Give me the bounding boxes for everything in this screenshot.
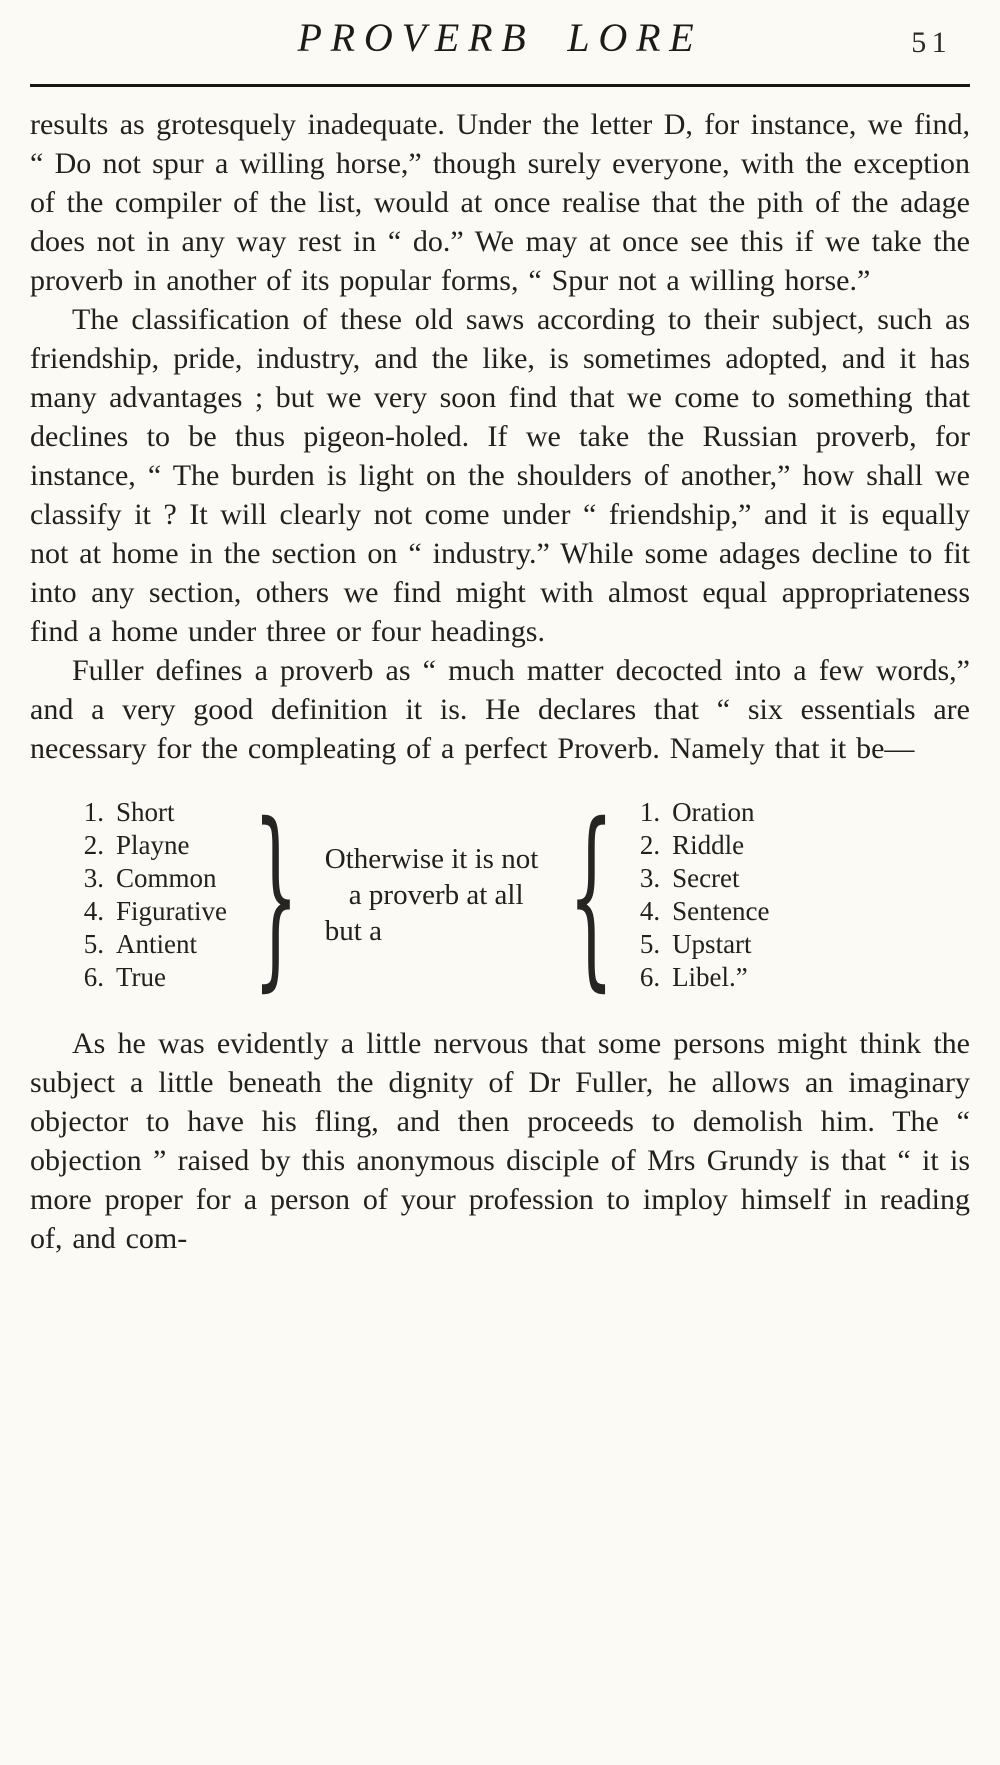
item-label: Common bbox=[116, 863, 217, 893]
header-rule bbox=[30, 84, 970, 87]
middle-line: Otherwise it is not bbox=[324, 843, 539, 875]
item-number: 1. bbox=[639, 797, 661, 827]
item-number: 6. bbox=[639, 962, 661, 992]
list-item bbox=[634, 928, 769, 961]
essentials-list-left bbox=[78, 796, 227, 994]
item-label: True bbox=[116, 962, 167, 992]
item-number: 1. bbox=[83, 797, 104, 827]
middle-line: a proverb at all bbox=[348, 879, 524, 911]
item-number: 6. bbox=[83, 962, 104, 992]
list-item bbox=[78, 829, 227, 862]
item-label: Secret bbox=[672, 863, 740, 893]
list-item bbox=[634, 862, 769, 895]
item-label: Upstart bbox=[672, 929, 752, 959]
item-number: 4. bbox=[639, 896, 661, 926]
item-label: Libel.” bbox=[672, 962, 748, 992]
list-item bbox=[634, 796, 769, 829]
page-number: 51 bbox=[911, 26, 952, 59]
paragraph: As he was evidently a little nervous that some persons might think the subject a little beneath the dignity of Dr Fuller, he allows an imaginary objector to have his fling, and then proceeds to demolish him. The “ objection ” raised by this anonymous disciple of Mrs Grundy is that “ it is more proper for a person of your profession to imploy himself in reading of, and com- bbox=[30, 1027, 970, 1255]
item-label: Oration bbox=[672, 797, 755, 827]
item-number: 2. bbox=[83, 830, 104, 860]
opening-brace-icon: { bbox=[568, 781, 615, 1009]
running-title: PROVERB LORE bbox=[297, 15, 703, 60]
list-item bbox=[634, 961, 769, 994]
list-item bbox=[78, 862, 227, 895]
brace-middle-text bbox=[325, 841, 538, 949]
item-number: 3. bbox=[639, 863, 661, 893]
essentials-list-right bbox=[634, 796, 769, 994]
list-item bbox=[634, 829, 769, 862]
item-number: 3. bbox=[83, 863, 104, 893]
paragraph: Fuller defines a proverb as “ much matter decocted into a few words,” and a very good definition it is. He declares that “ six essentials are necessary for the compleating of a perfect Proverb. Namely that it be— bbox=[30, 654, 970, 765]
item-label: Sentence bbox=[672, 896, 770, 926]
item-label: Playne bbox=[116, 830, 190, 860]
item-label: Antient bbox=[116, 929, 197, 959]
list-item bbox=[78, 895, 227, 928]
middle-line: but a bbox=[324, 915, 382, 947]
list-item bbox=[78, 961, 227, 994]
item-number: 2. bbox=[639, 830, 661, 860]
paragraph: The classification of these old saws according to their subject, such as friendship, pride, industry, and the like, is sometimes adopted, and it has many advantages ; but we very soon find that we come to something that declines to be thus pigeon-holed. If we take the Russian proverb, for instance, “ The burden is light on the shoulders of another,” how shall we classify it ? It will clearly not come under “ friendship,” and it is equally not at home in the section on “ industry.” While some adages decline to fit into any section, others we find might with almost equal appropriateness find a home under three or four headings. bbox=[30, 303, 970, 648]
item-number: 5. bbox=[639, 929, 661, 959]
body-text bbox=[30, 105, 970, 1258]
item-label: Figurative bbox=[116, 896, 227, 926]
list-item bbox=[78, 928, 227, 961]
item-label: Riddle bbox=[672, 830, 745, 860]
list-item bbox=[78, 796, 227, 829]
list-item bbox=[634, 895, 769, 928]
item-label: Short bbox=[116, 797, 175, 827]
page-header bbox=[30, 14, 970, 76]
paragraph: results as grotesquely inadequate. Under the letter D, for instance, we find, “ Do not spur a willing horse,” though surely everyone, with the exception of the compiler of the list, would at once realise that the pith of the adage does not in any way rest in “ do.” We may at once see this if we take the proverb in another of its popular forms, “ Spur not a willing horse.” bbox=[30, 108, 970, 297]
item-number: 4. bbox=[83, 896, 104, 926]
fuller-essentials-diagram bbox=[78, 781, 970, 1009]
closing-brace-icon: } bbox=[252, 781, 299, 1009]
item-number: 5. bbox=[83, 929, 104, 959]
